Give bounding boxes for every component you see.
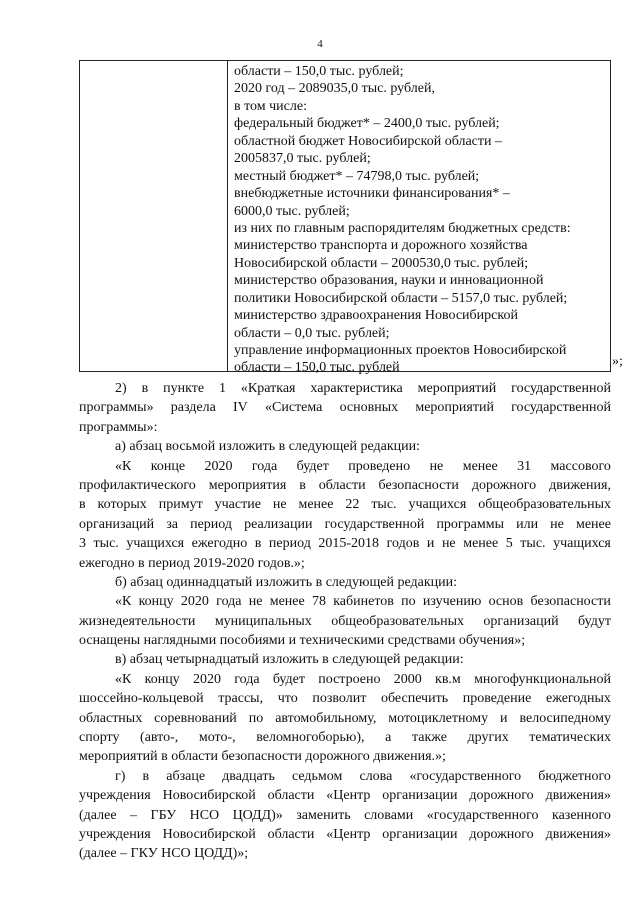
text-line: «К концу 2020 года не менее 78 кабинетов по изучению основ безопасности <box>115 594 611 610</box>
funding-table <box>79 60 611 376</box>
text-line: а) абзац восьмой изложить в следующей редакции: <box>115 439 421 455</box>
text-line: учреждения Новосибирской области «Центр организации дорожного движения» <box>79 826 611 842</box>
table-line: федеральный бюджет* – 2400,0 тыс. рублей; <box>234 116 500 132</box>
table-line: области – 0,0 тыс. рублей; <box>234 325 390 341</box>
text-line: «К концу 2020 года будет построено 2000 кв.м многофункциональной <box>115 671 611 687</box>
table-line: местный бюджет* – 74798,0 тыс. рублей; <box>234 168 480 184</box>
table-line: Новосибирской области – 2000530,0 тыс. рублей; <box>234 255 529 271</box>
table-line: в том числе: <box>234 98 307 114</box>
text-line: ежегодно в период 2019-2020 годов.»; <box>79 555 305 571</box>
table-line: 6000,0 тыс. рублей; <box>234 203 350 219</box>
text-line: спорту (авто-, мото-, веломногоборью), а также других тематических <box>79 730 611 746</box>
table-line: политики Новосибирской области – 5157,0 тыс. рублей; <box>234 290 568 306</box>
table-line: области – 150,0 тыс. рублей; <box>234 64 404 79</box>
table-line: области – 150,0 тыс. рублей <box>234 360 400 376</box>
text-line: организаций за период реализации государственной программы или не менее <box>79 516 611 532</box>
text-line: мероприятий в области безопасности дорожного движения.»; <box>79 749 446 765</box>
text-line: жизнедеятельности муниципальных общеобразовательных организаций будут <box>79 613 611 629</box>
table-line: 2020 год – 2089035,0 тыс. рублей, <box>234 81 435 97</box>
table-line: внебюджетные источники финансирования* – <box>234 186 510 202</box>
table-line: министерство транспорта и дорожного хозяйства <box>234 238 528 254</box>
table-right-cell <box>234 63 606 377</box>
table-line: из них по главным распорядителям бюджетных средств: <box>234 220 571 236</box>
amendment-text <box>79 379 611 864</box>
text-line: 2) в пункте 1 «Краткая характеристика мероприятий государственной <box>115 381 611 396</box>
table-column-divider <box>227 61 228 371</box>
table-line: областной бюджет Новосибирской области – <box>234 133 502 149</box>
table-line: управление информационных проектов Новосибирской <box>234 343 567 358</box>
table-line: министерство здравоохранения Новосибирской <box>234 308 518 324</box>
text-line: б) абзац одиннадцатый изложить в следующей редакции: <box>115 574 458 590</box>
table-line: министерство образования, науки и инновационной <box>234 273 544 289</box>
text-line: оснащены наглядными пособиями и техническими средствами обучения»; <box>79 633 526 649</box>
text-line: в которых примут участие не менее 22 тыс. учащихся общеобразовательных <box>79 497 611 513</box>
table-line: 2005837,0 тыс. рублей; <box>234 151 371 167</box>
text-line: областных соревнований по автомобильному, мотоциклетному и велосипедному <box>79 710 611 726</box>
text-line: 3 тыс. учащихся ежегодно в период 2015-2018 годов и не менее 5 тыс. учащихся <box>79 536 611 552</box>
page-number: 4 <box>317 38 323 50</box>
text-line: «К конце 2020 года будет проведено не менее 31 массового <box>115 458 611 474</box>
text-line: в) абзац четырнадцатый изложить в следующей редакции: <box>115 652 464 668</box>
text-line: (далее – ГКУ НСО ЦОДД)»; <box>79 846 249 862</box>
text-line: программы»: <box>79 419 158 435</box>
text-line: г) в абзаце двадцать седьмом слова «государственного бюджетного <box>115 768 611 784</box>
text-line: учреждения Новосибирской области «Центр организации дорожного движения» <box>79 788 611 804</box>
table-closing-quote: »; <box>612 354 623 369</box>
text-line: (далее – ГБУ НСО ЦОДД)» заменить словами «государственного казенного <box>79 807 611 823</box>
text-line: профилактического мероприятия в области безопасности дорожного движения, <box>79 477 611 493</box>
text-line: шоссейно-кольцевой трассы, что позволит обеспечить проведение ежегодных <box>79 691 611 707</box>
text-line: программы» раздела IV «Система основных мероприятий государственной <box>79 400 611 416</box>
